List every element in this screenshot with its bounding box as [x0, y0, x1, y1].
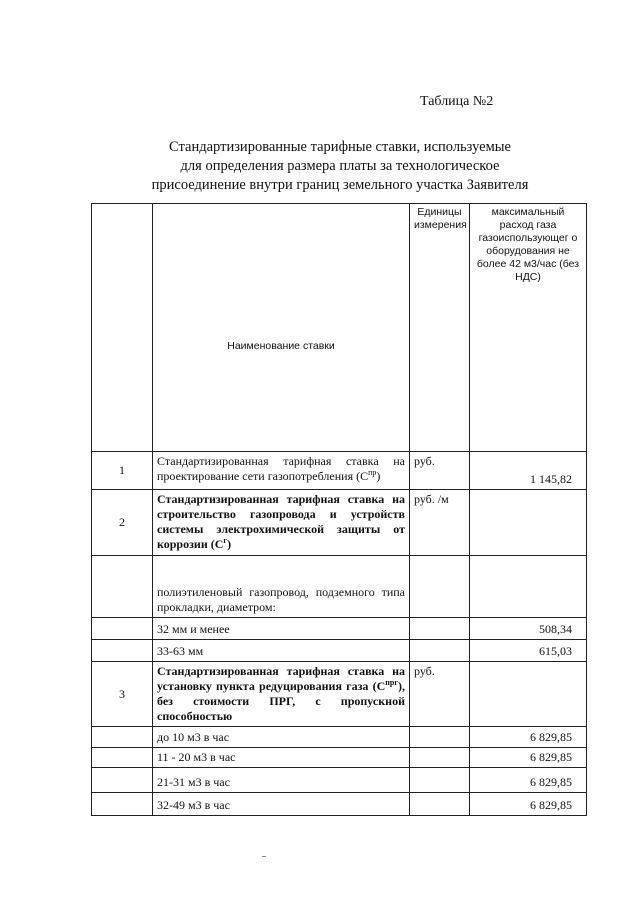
- table-row: [92, 618, 587, 640]
- row-number: 3: [92, 662, 153, 727]
- row-name: [153, 662, 410, 727]
- row-value: 6 829,85: [470, 748, 587, 768]
- table-row: [92, 793, 587, 816]
- row-name: до 10 м3 в час: [153, 727, 410, 748]
- row-unit: [410, 748, 470, 768]
- row-name-superscript: прг: [385, 678, 398, 687]
- row-number: 1: [92, 452, 153, 490]
- title-line-2: для определения размера платы за технологическое: [180, 158, 500, 174]
- title-line-3: присоединение внутри границ земельного участка Заявителя: [151, 177, 529, 193]
- table-row: [92, 556, 587, 618]
- tariff-table: [91, 203, 587, 816]
- row-unit: [410, 727, 470, 748]
- row-number: 2: [92, 490, 153, 556]
- row-value: 6 829,85: [470, 793, 587, 816]
- table-header-row: [92, 204, 587, 452]
- table-row: [92, 662, 587, 727]
- table-row: [92, 490, 587, 556]
- table-row: [92, 748, 587, 768]
- row-value: 6 829,85: [470, 768, 587, 793]
- row-unit: [410, 793, 470, 816]
- row-name-tail: ): [376, 469, 381, 483]
- row-unit: [410, 556, 470, 618]
- row-value: [470, 662, 587, 727]
- row-name: [153, 452, 410, 490]
- table-row: [92, 768, 587, 793]
- row-unit: руб.: [410, 662, 470, 727]
- document-title: [120, 138, 560, 195]
- row-unit: [410, 640, 470, 662]
- row-number: [92, 618, 153, 640]
- row-value: 508,34: [470, 618, 587, 640]
- row-unit: руб.: [410, 452, 470, 490]
- title-line-1: Стандартизированные тарифные ставки, используемые: [169, 139, 511, 155]
- header-units-cell: Единицы измерения: [410, 204, 470, 452]
- row-value: [470, 490, 587, 556]
- row-name-superscript: г: [223, 536, 228, 545]
- row-name: полиэтиленовый газопровод, подземного типа прокладки, диаметром:: [153, 556, 410, 618]
- row-number: [92, 793, 153, 816]
- header-num-cell: [92, 204, 153, 452]
- row-value: 1 145,82: [470, 452, 587, 490]
- row-number: [92, 727, 153, 748]
- row-value: 6 829,85: [470, 727, 587, 748]
- row-value: [470, 556, 587, 618]
- row-name-text: Стандартизированная тарифная ставка на установку пункта редуцирования газа (С: [157, 664, 405, 693]
- row-number: [92, 748, 153, 768]
- row-name: 32-49 м3 в час: [153, 793, 410, 816]
- table-row: [92, 452, 587, 490]
- row-name-superscript: пр: [368, 468, 377, 477]
- table-row: [92, 727, 587, 748]
- row-unit: [410, 768, 470, 793]
- row-name-tail: ): [227, 537, 232, 551]
- table-label: Таблица №2: [420, 94, 494, 109]
- row-name-text: Стандартизированная тарифная ставка на проектирование сети газопотребления (С: [157, 454, 405, 483]
- row-name-tail: ), без стоимости ПРГ, с пропускной способностью: [157, 679, 405, 723]
- scan-speck: [262, 856, 266, 857]
- row-name: 11 - 20 м3 в час: [153, 748, 410, 768]
- row-name-text: Стандартизированная тарифная ставка на строительство газопровода и устройств системы электрохимической защиты от коррозии (С: [157, 492, 405, 551]
- row-number: [92, 640, 153, 662]
- row-name: 32 мм и менее: [153, 618, 410, 640]
- row-name: 21-31 м3 в час: [153, 768, 410, 793]
- header-maxflow-cell: максимальный расход газа газоиспользующег о оборудования не более 42 м3/час (без НДС): [470, 204, 587, 452]
- row-value: 615,03: [470, 640, 587, 662]
- row-unit: руб. /м: [410, 490, 470, 556]
- row-number: [92, 556, 153, 618]
- row-name: 33-63 мм: [153, 640, 410, 662]
- row-unit: [410, 618, 470, 640]
- row-number: [92, 768, 153, 793]
- header-name-cell: Наименование ставки: [153, 204, 410, 452]
- row-name: [153, 490, 410, 556]
- table-row: [92, 640, 587, 662]
